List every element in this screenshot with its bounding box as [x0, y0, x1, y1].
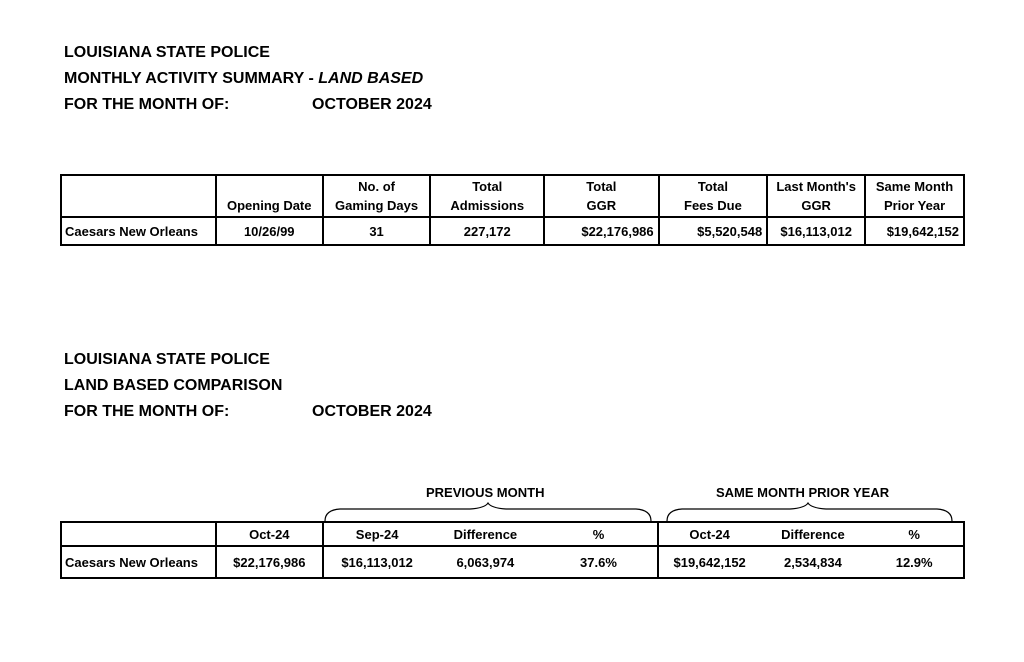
prev-month-cell: $16,113,012	[323, 546, 431, 578]
prior-diff-cell: 2,534,834	[761, 546, 866, 578]
gaming-days-header-2: Gaming Days	[335, 198, 419, 213]
fees-header-1: Total	[697, 179, 728, 194]
last-month-ggr-cell: $16,113,012	[767, 217, 865, 245]
comparison-month-label: FOR THE MONTH OF:	[64, 403, 230, 420]
opening-date-cell: 10/26/99	[216, 217, 323, 245]
fees-header-2: Fees Due	[684, 198, 742, 213]
gaming-days-cell: 31	[323, 217, 431, 245]
prev-diff-header: Difference	[453, 526, 518, 542]
prior-month-cell: $19,642,152	[658, 546, 761, 578]
prior-year-header-2: Prior Year	[883, 198, 946, 213]
summary-month-value: OCTOBER 2024	[312, 96, 432, 113]
prior-month-header: Oct-24	[658, 522, 761, 546]
casino-name: Caesars New Orleans	[61, 546, 216, 578]
admissions-cell: 227,172	[430, 217, 544, 245]
summary-title-italic: LAND BASED	[318, 70, 424, 87]
ggr-header-1: Total	[586, 179, 617, 194]
comparison-agency: LOUISIANA STATE POLICE	[64, 351, 270, 368]
current-month-cell: $22,176,986	[216, 546, 323, 578]
comparison-header-blank	[61, 522, 216, 546]
prior-diff-header: Difference	[781, 526, 845, 542]
admissions-header-2: Admissions	[450, 198, 525, 213]
prev-diff-cell: 6,063,974	[431, 546, 541, 578]
summary-agency: LOUISIANA STATE POLICE	[64, 44, 270, 61]
last-month-header-1: Last Month's	[776, 179, 856, 194]
prior-pct-header: %	[908, 526, 920, 542]
prior-pct-cell: 12.9%	[865, 546, 964, 578]
last-month-header-2: GGR	[801, 198, 831, 213]
opening-date-header: Opening Date	[216, 175, 323, 217]
casino-name: Caesars New Orleans	[61, 217, 216, 245]
ggr-header-2: GGR	[586, 198, 617, 213]
prior-year-header-1: Same Month	[875, 179, 954, 194]
prior-year-cell: $19,642,152	[865, 217, 964, 245]
comparison-month-value: OCTOBER 2024	[312, 403, 432, 420]
gaming-days-header-1: No. of	[358, 179, 395, 194]
prev-month-header: Sep-24	[323, 522, 431, 546]
table-row	[61, 546, 964, 578]
previous-month-brace	[325, 503, 651, 521]
ggr-cell: $22,176,986	[544, 217, 659, 245]
comparison-header-row	[61, 522, 964, 546]
prior-year-brace	[667, 503, 952, 521]
admissions-header-1: Total	[472, 179, 503, 194]
comparison-table	[60, 521, 965, 579]
comparison-title: LAND BASED COMPARISON	[64, 377, 283, 394]
prior-year-group-label: SAME MONTH PRIOR YEAR	[716, 485, 890, 500]
previous-month-group-label: PREVIOUS MONTH	[426, 485, 545, 500]
prev-pct-cell: 37.6%	[540, 546, 657, 578]
prev-pct-header: %	[592, 526, 605, 542]
current-month-header: Oct-24	[216, 522, 323, 546]
summary-month-label: FOR THE MONTH OF:	[64, 96, 230, 113]
fees-due-cell: $5,520,548	[659, 217, 768, 245]
summary-title-prefix: MONTHLY ACTIVITY SUMMARY -	[64, 70, 319, 87]
